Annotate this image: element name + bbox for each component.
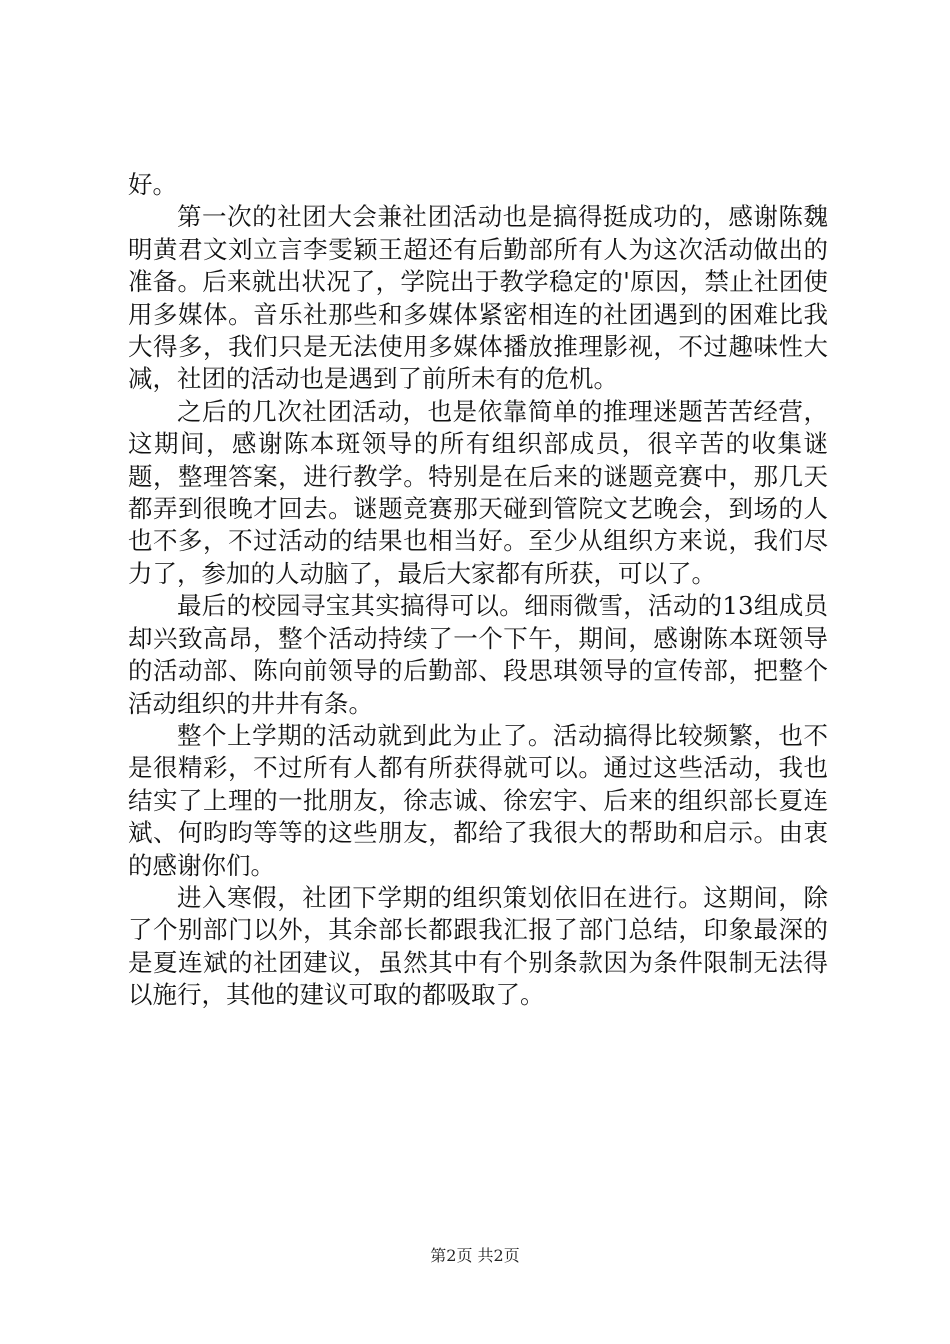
- paragraph-first-meeting: 第一次的社团大会兼社团活动也是搞得挺成功的，感谢陈魏明黄君文刘立言李雯颖王超还有后勤部所有人为这次活动做出的准备。后来就出状况了，学院出于教学稳定的'原因，禁止社团使用多媒体。音乐社那些和多媒体紧密相连的社团遇到的困难比我大得多，我们只是无法使用多媒体播放推理影视，不过趣味性大减，社团的活动也是遇到了前所未有的危机。: [128, 202, 828, 394]
- page-footer: 第2页 共2页: [430, 1246, 520, 1265]
- paragraph-treasure-hunt: 最后的校园寻宝其实搞得可以。细雨微雪，活动的13组成员却兴致高昂，整个活动持续了一个下午，期间，感谢陈本斑领导的活动部、陈向前领导的后勤部、段思琪领导的宣传部，把整个活动组织的井井有条。: [128, 591, 828, 718]
- paragraph-later-activities: 之后的几次社团活动，也是依靠简单的推理迷题苦苦经营，这期间，感谢陈本斑领导的所有组织部成员，很辛苦的收集谜题，整理答案，进行教学。特别是在后来的谜题竞赛中，那几天都弄到很晚才回去。谜题竞赛那天碰到管院文艺晚会，到场的人也不多，不过活动的结果也相当好。至少从组织方来说，我们尽力了，参加的人动脑了，最后大家都有所获，可以了。: [128, 396, 828, 588]
- paragraph-continuation: 好。: [128, 170, 177, 199]
- document-body: [128, 169, 828, 1012]
- paragraph-semester-summary: 整个上学期的活动就到此为止了。活动搞得比较频繁，也不是很精彩，不过所有人都有所获得就可以。通过这些活动，我也结实了上理的一批朋友，徐志诚、徐宏宇、后来的组织部长夏连斌、何昀昀等等的这些朋友，都给了我很大的帮助和启示。由衷的感谢你们。: [128, 720, 828, 880]
- paragraph-winter-break: 进入寒假，社团下学期的组织策划依旧在进行。这期间，除了个别部门以外，其余部长都跟我汇报了部门总结，印象最深的是夏连斌的社团建议，虽然其中有个别条款因为条件限制无法得以施行，其他的建议可取的都吸取了。: [128, 882, 828, 1010]
